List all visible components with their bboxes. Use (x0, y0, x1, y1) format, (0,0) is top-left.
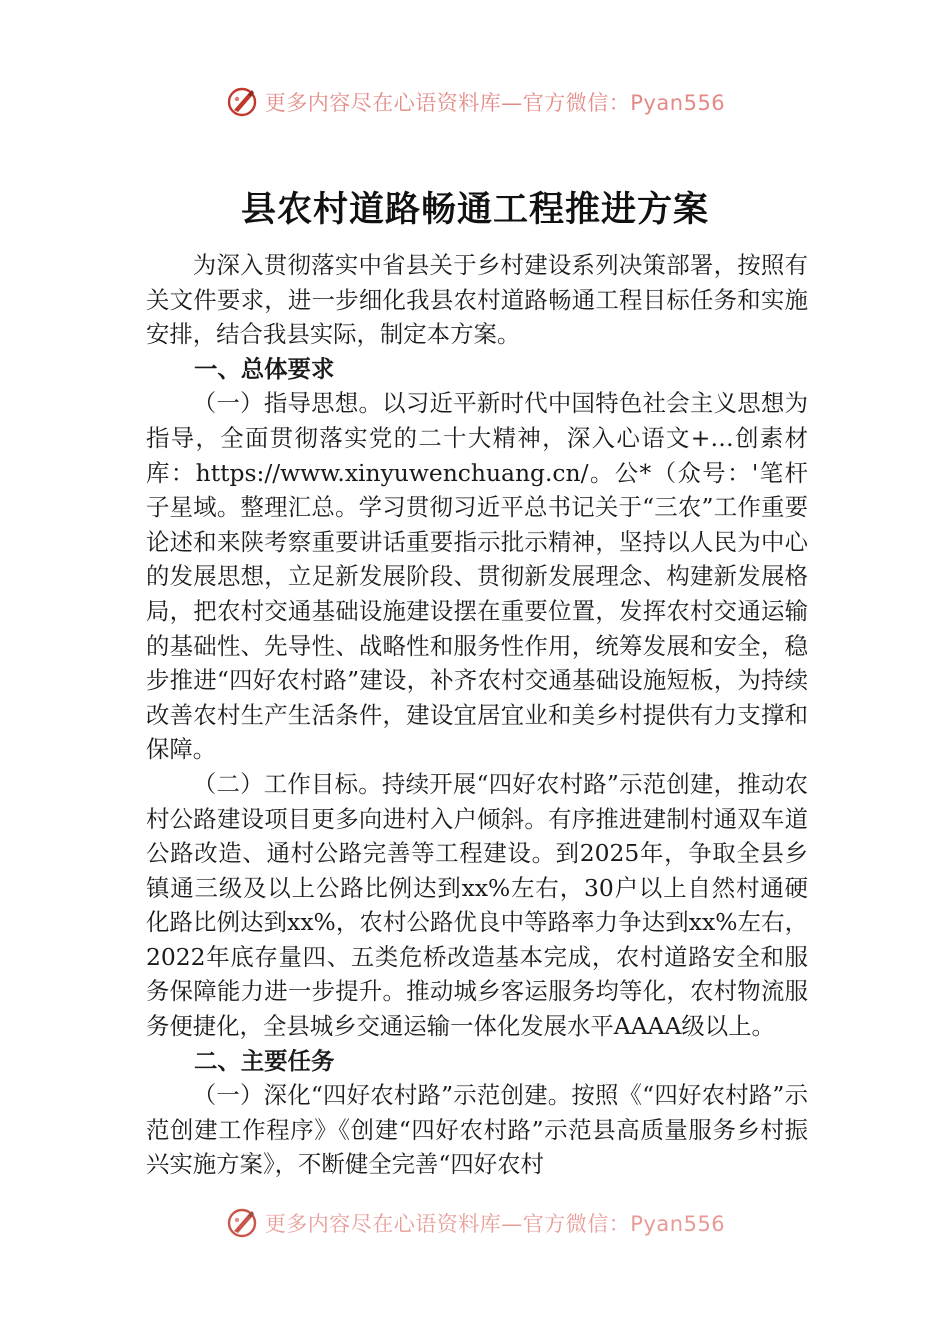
document-title: 县农村道路畅通工程推进方案 (240, 189, 709, 230)
document-body (146, 248, 808, 1182)
header-banner-text: 更多内容尽在心语资料库—官方微信：Pyan556 (264, 91, 726, 115)
section2-heading: 二、主要任务 (194, 1046, 335, 1075)
section1-heading: 一、总体要求 (194, 354, 335, 383)
footer-banner (0, 1203, 950, 1243)
work-goal-paragraph: （二）工作目标。持续开展“四好农村路”示范创建，推动农村公路建设项目更多向进村入户倾斜。有序推进建制村通双车道公路改造、通村公路完善等工程建设。到2025年，争取全县乡镇通三级及以上公路比例达到xx%左右，30户以上自然村通硬化路比例达到xx%，农村公路优良中等路率力争达到xx%左右，2022年底存量四、五类危桥改造基本完成，农村道路安全和服务保障能力进一步提升。推动城乡客运服务均等化，农村物流服务便捷化，全县城乡交通运输一体化发展水平AAAA级以上。 (146, 769, 808, 1041)
pen-logo-icon (225, 85, 259, 119)
intro-paragraph: 为深入贯彻落实中省县关于乡村建设系列决策部署，按照有关文件要求，进一步细化我县农村道路畅通工程目标任务和实施安排，结合我县实际，制定本方案。 (146, 251, 808, 349)
guiding-thought-paragraph: （一）指导思想。以习近平新时代中国特色社会主义思想为指导，全面贯彻落实党的二十大精神，深入心语文+…创素材库：https://www.xinyuwenchuang.cn/。公*（众号：'笔杆子星域。整理汇总。学习贯彻习近平总书记关于“三农”工作重要论述和来陕考察重要讲话重要指示批示精神，坚持以人民为中心的发展思想，立足新发展阶段、贯彻新发展理念、构建新发展格局，把农村交通基础设施建设摆在重要位置，发挥农村交通运输的基础性、先导性、战略性和服务性作用，统筹发展和安全，稳步推进“四好农村路”建设，补齐农村交通基础设施短板，为持续改善农村生产生活条件，建设宜居宜业和美乡村提供有力支撑和保障。 (146, 389, 808, 764)
footer-banner-text: 更多内容尽在心语资料库—官方微信：Pyan556 (264, 1212, 726, 1236)
pen-logo-icon (225, 1206, 259, 1240)
task-paragraph: （一）深化“四好农村路”示范创建。按照《“四好农村路”示范创建工作程序》《创建“四好农村路”示范县高质量服务乡村振兴实施方案》，不断健全完善“四好农村 (146, 1081, 808, 1179)
header-banner (0, 82, 950, 122)
